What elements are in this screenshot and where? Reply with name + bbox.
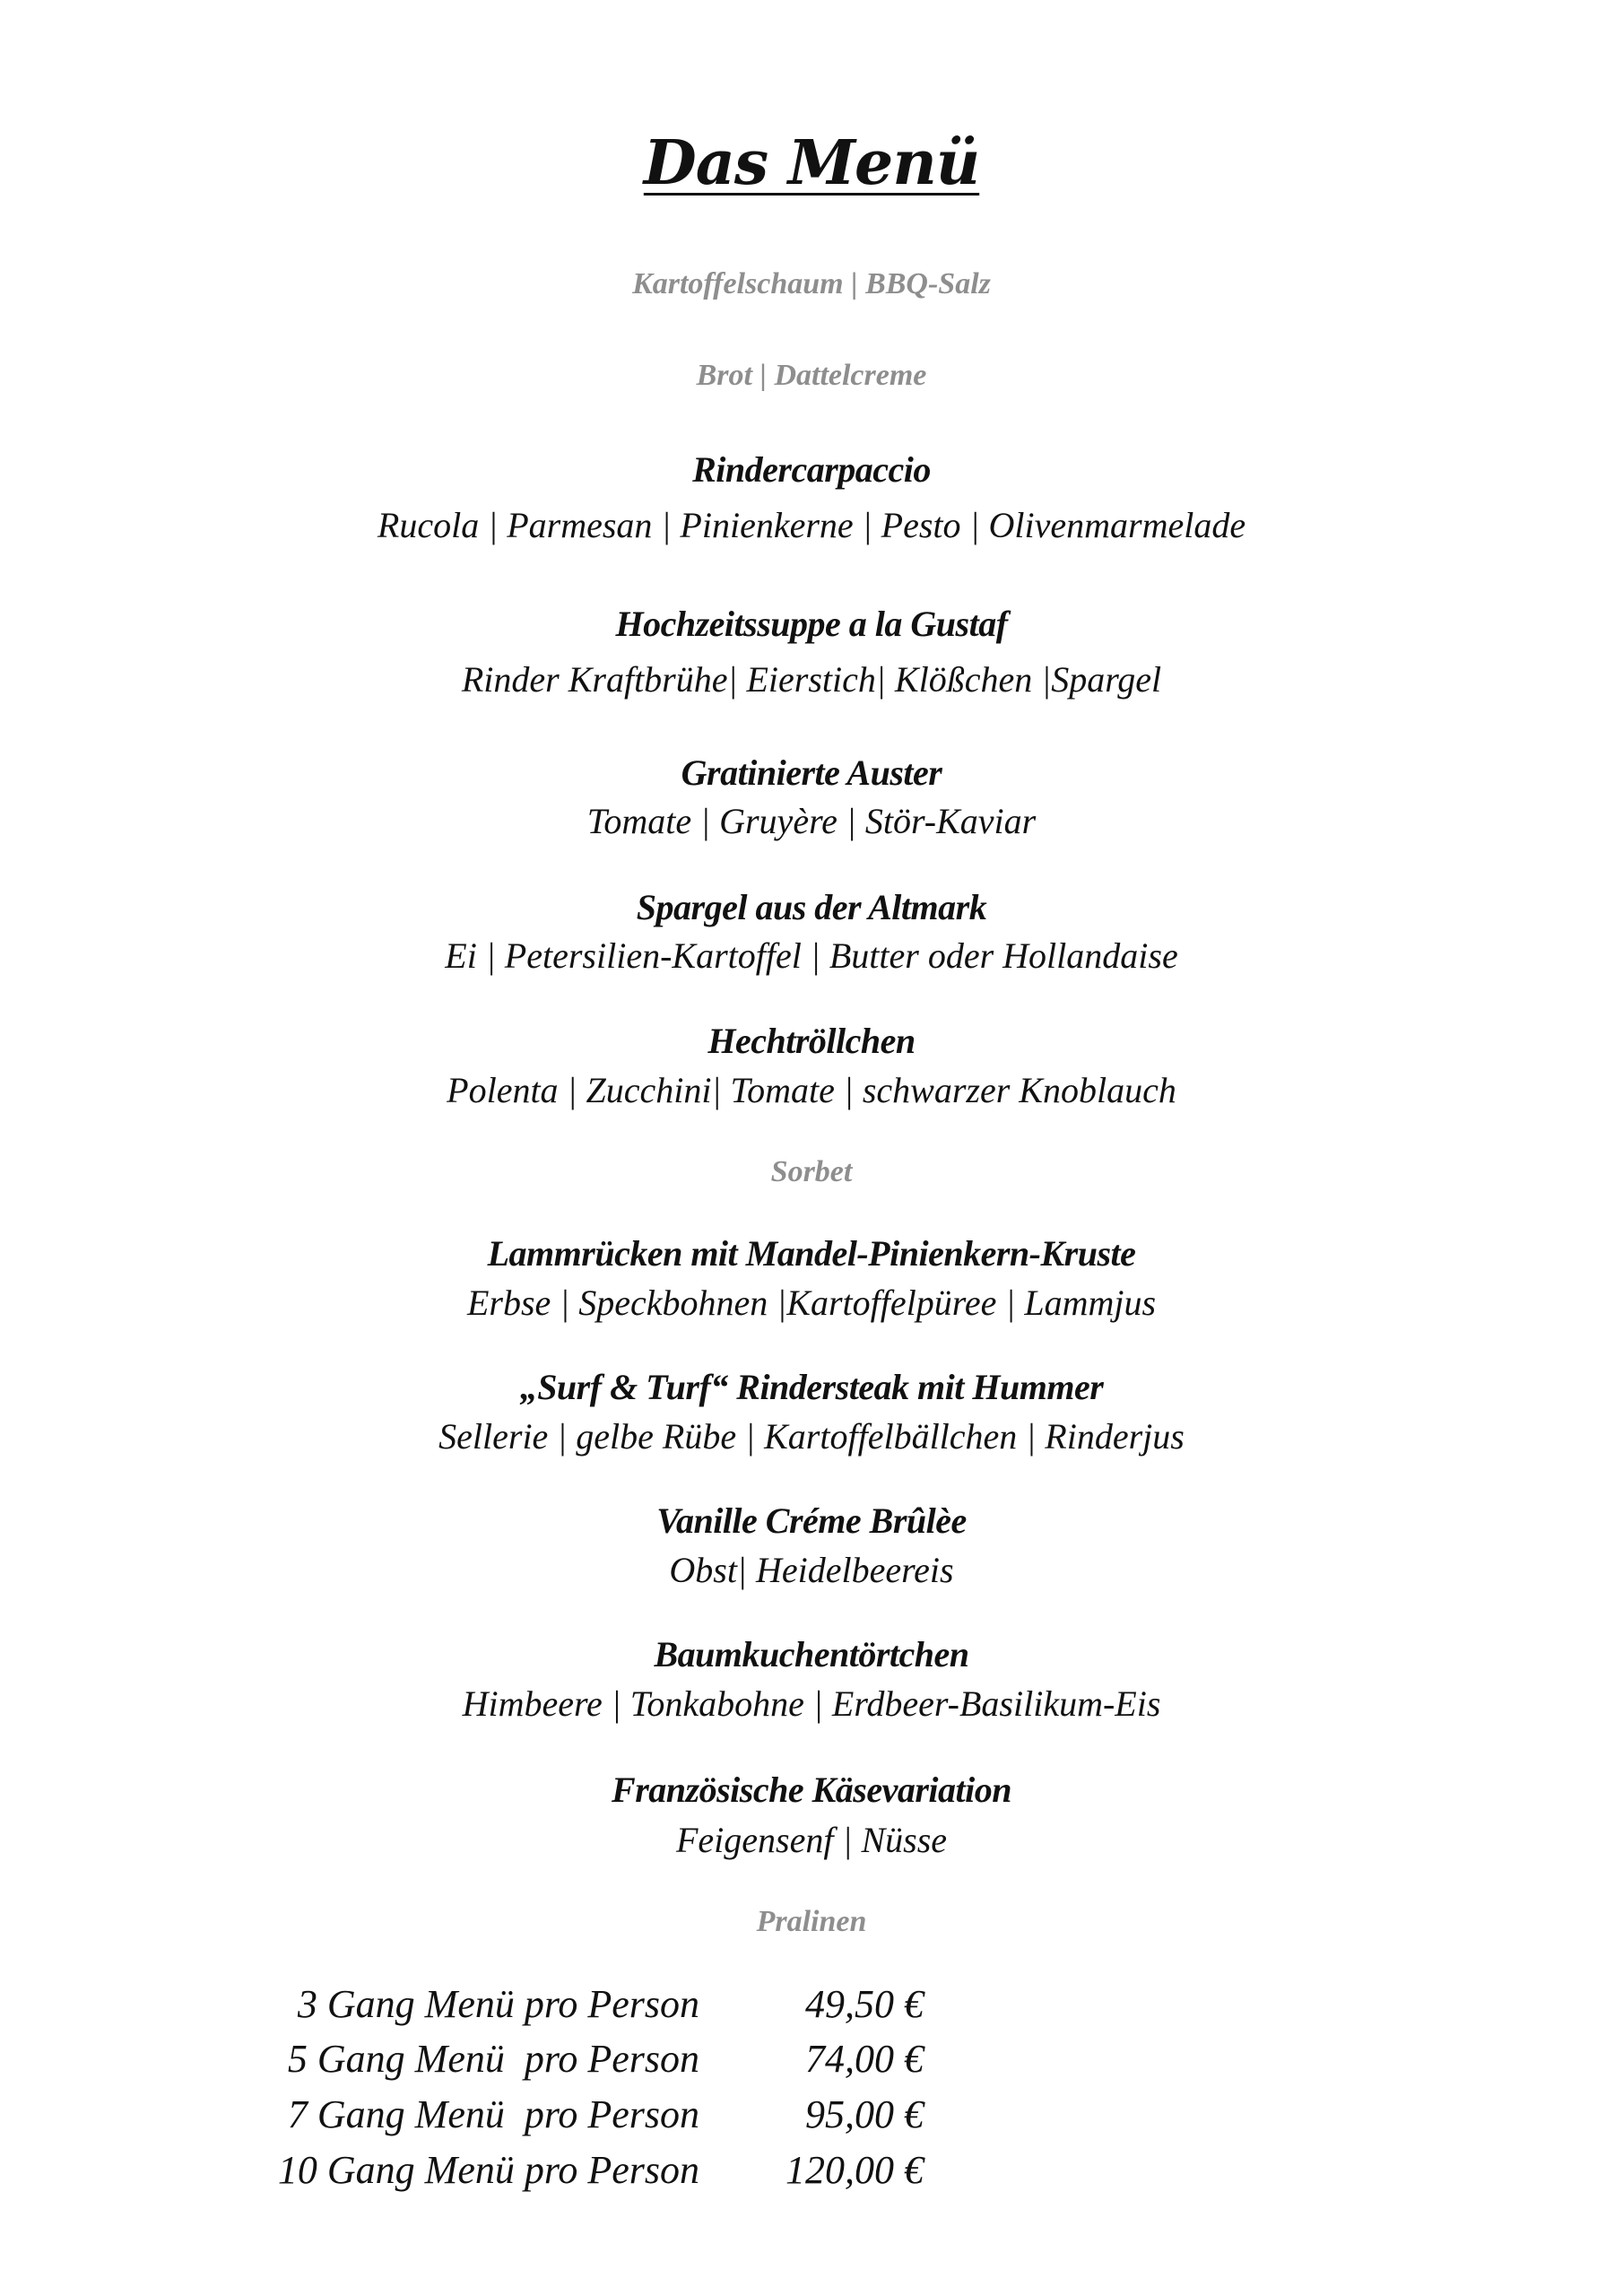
petits-fours: Pralinen [756,1905,867,1938]
price-row [0,2092,1623,2136]
course-description: Polenta | Zucchini| Tomate | schwarzer Knoblauch [447,1070,1176,1110]
course-description: Feigensenf | Nüsse [675,1820,948,1860]
price-label: 3 Gang Menü pro Person [297,1982,699,2026]
course-description: Tomate | Gruyère | Stör-Kaviar [586,801,1037,841]
price-label: 5 Gang Menü pro Person [287,2037,699,2081]
course-name: Lammrücken mit Mandel-Pinienkern-Kruste [487,1233,1136,1274]
course-description: Rinder Kraftbrühe| Eierstich| Klößchen |Spargel [461,659,1162,700]
price-label: 10 Gang Menü pro Person [277,2148,699,2192]
amuse-bouche-1: Kartoffelschaum | BBQ-Salz [632,267,991,300]
course-name: Rindercarpaccio [692,449,931,490]
price-amount: 120,00 € [785,2148,924,2192]
course-name: Französische Käsevariation [612,1770,1011,1810]
price-row [0,2039,1623,2079]
course-name: „Surf & Turf“ Rindersteak mit Hummer [519,1367,1104,1407]
price-label: 7 Gang Menü pro Person [287,2092,699,2136]
course-name: Hochzeitssuppe a la Gustaf [615,604,1008,644]
price-amount: 95,00 € [805,2092,924,2136]
course-name: Baumkuchentörtchen [654,1634,969,1674]
course-name: Gratinierte Auster [681,752,942,793]
course-description: Sellerie | gelbe Rübe | Kartoffelbällchen | Rinderjus [438,1416,1185,1457]
course-description: Erbse | Speckbohnen |Kartoffelpüree | Lammjus [466,1283,1157,1323]
intermezzo: Sorbet [770,1155,853,1188]
price-row [0,1982,1623,2026]
course-name: Spargel aus der Altmark [636,887,987,927]
course-name: Hechtröllchen [707,1021,916,1061]
price-amount: 49,50 € [805,1982,924,2026]
course-description: Ei | Petersilien-Kartoffel | Butter oder Hollandaise [445,935,1178,976]
course-description: Rucola | Parmesan | Pinienkerne | Pesto | Olivenmarmelade [377,505,1246,545]
course-description: Himbeere | Tonkabohne | Erdbeer-Basilikum-Eis [462,1683,1161,1724]
amuse-bouche-2: Brot | Dattelcreme [696,359,927,392]
course-description: Obst| Heidelbeereis [669,1550,954,1590]
price-row [0,2148,1623,2192]
price-amount: 74,00 € [805,2037,924,2081]
course-name: Vanille Créme Brûlèe [656,1500,967,1541]
page-title: Das Menü [643,127,980,199]
